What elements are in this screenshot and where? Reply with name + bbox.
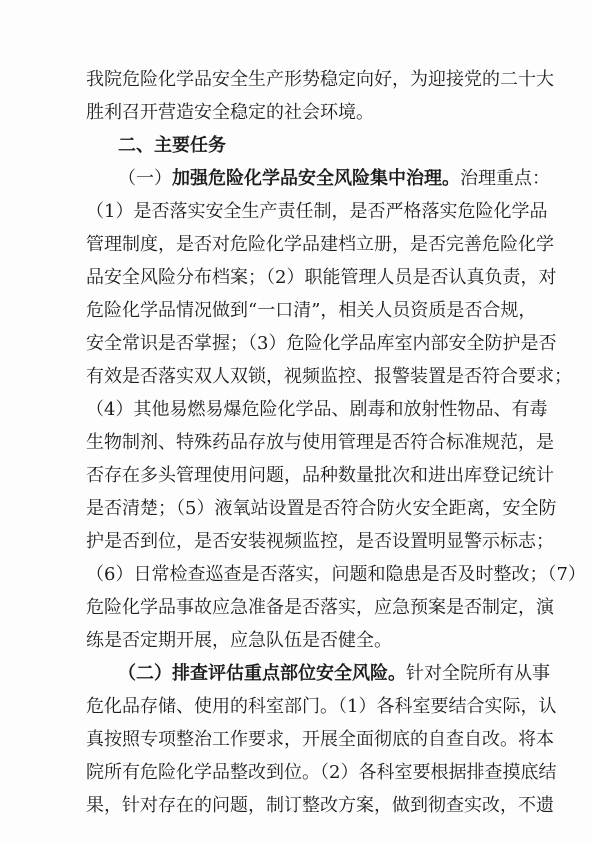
text-line: （4）其他易燃易爆危险化学品、剧毒和放射性物品、有毒 (86, 399, 548, 420)
focus-label: 治理重点： (460, 168, 550, 189)
subsection-title: 加强危险化学品安全风险集中治理。 (172, 168, 460, 189)
text-line: 危险化学品事故应急准备是否落实，应急预案是否制定，演 (86, 597, 554, 618)
text-line: 练是否定期开展，应急队伍是否健全。 (86, 630, 392, 651)
text-line: 危化品存储、使用的科室部门。（1）各科室要结合实际，认 (86, 696, 557, 717)
text-line: 有效是否落实双人双锁，视频监控、报警装置是否符合要求； (86, 366, 572, 387)
paragraph-first-line (118, 663, 550, 685)
text-line: （6）日常检查巡查是否落实，问题和隐患是否及时整改；（7） (86, 564, 586, 585)
paragraph-first-line (118, 168, 550, 190)
text-line: 护是否到位，是否安装视频监控，是否设置明显警示标志； (86, 531, 554, 552)
section-heading: 二、主要任务 (118, 135, 226, 156)
subsection-number: （一） (118, 168, 172, 189)
text-line: 胜利召开营造安全稳定的社会环境。 (86, 102, 374, 123)
text-line: 危险化学品情况做到“一口清”，相关人员资质是否合规， (86, 300, 537, 321)
text-line: 生物制剂、特殊药品存放与使用管理是否符合标准规范，是 (86, 432, 554, 453)
text-line: 品安全风险分布档案；（2）职能管理人员是否认真负责，对 (86, 267, 557, 288)
text-line: 院所有危险化学品整改到位。（2）各科室要根据排查摸底结 (86, 762, 557, 783)
text-line: 真按照专项整治工作要求，开展全面彻底的自查自改。将本 (86, 729, 554, 750)
text-span: 针对全院所有从事 (406, 663, 550, 684)
text-line: 我院危险化学品安全生产形势稳定向好，为迎接党的二十大 (86, 69, 554, 90)
text-line: 果，针对存在的问题，制订整改方案，做到彻查实改，不遗 (86, 795, 554, 816)
subsection-title: （二）排查评估重点部位安全风险。 (118, 663, 406, 684)
text-line: 安全常识是否掌握；（3）危险化学品库室内部安全防护是否 (86, 333, 557, 354)
text-line: 管理制度，是否对危险化学品建档立册，是否完善危险化学 (86, 234, 554, 255)
text-line: 否存在多头管理使用问题，品种数量批次和进出库登记统计 (86, 465, 554, 486)
text-line: （1）是否落实安全生产责任制，是否严格落实危险化学品 (86, 201, 548, 222)
text-line: 是否清楚；（5）液氧站设置是否符合防火安全距离，安全防 (86, 498, 557, 519)
